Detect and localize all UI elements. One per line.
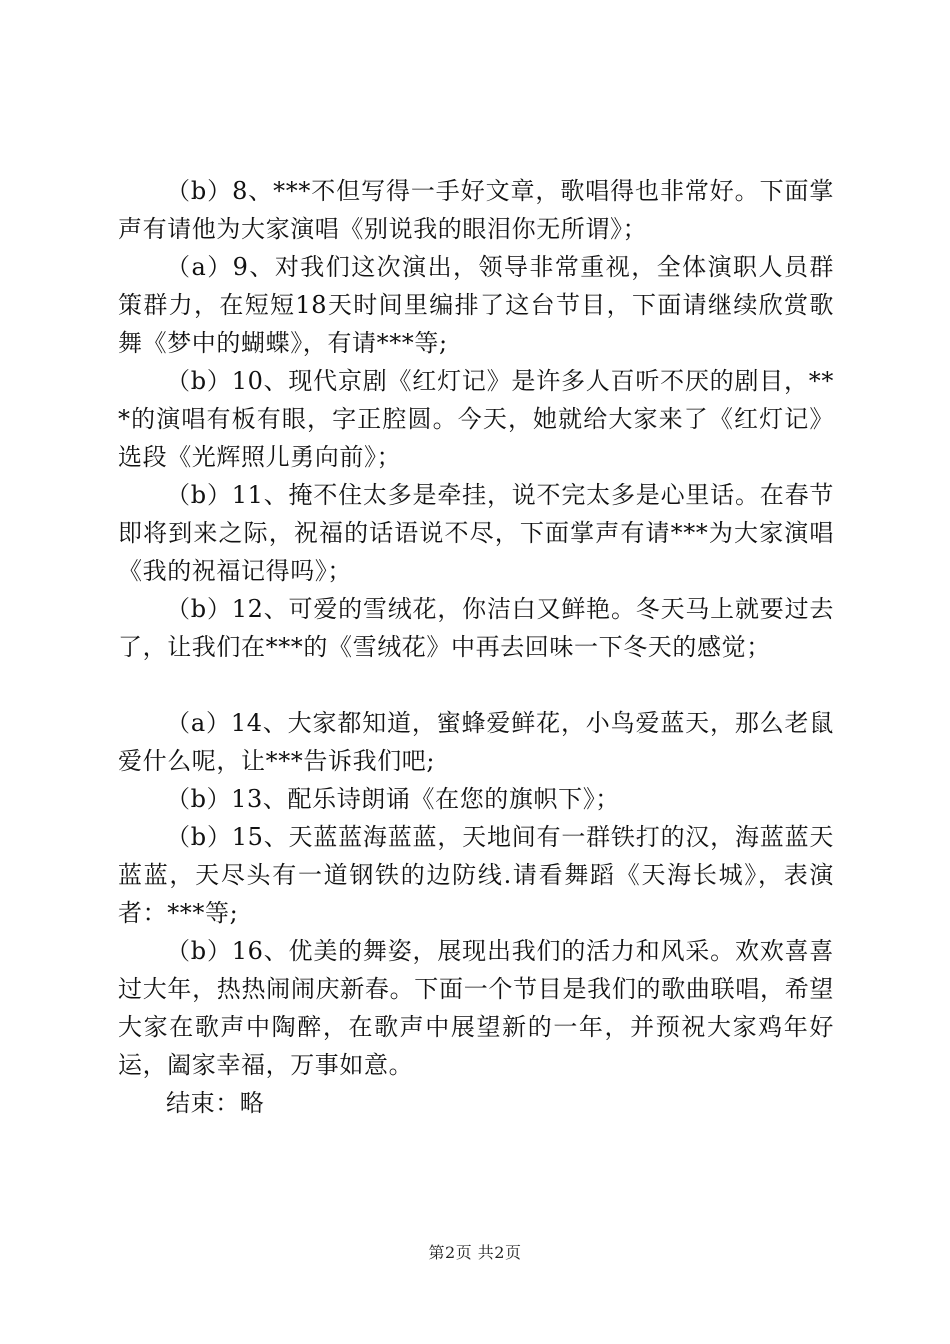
paragraph-item-15: （b）15、天蓝蓝海蓝蓝，天地间有一群铁打的汉，海蓝蓝天蓝蓝，天尽头有一道钢铁的边防线.请看舞蹈《天海长城》，表演者：***等; bbox=[118, 823, 834, 927]
paragraph-item-9: （a）9、对我们这次演出，领导非常重视，全体演职人员群策群力，在短短18天时间里编排了这台节目，下面请继续欣赏歌舞《梦中的蝴蝶》，有请***等; bbox=[118, 253, 834, 357]
paragraph-item-12: （b）12、可爱的雪绒花，你洁白又鲜艳。冬天马上就要过去了，让我们在***的《雪绒花》中再去回味一下冬天的感觉； bbox=[118, 595, 834, 661]
paragraph-item-13: （b）13、配乐诗朗诵《在您的旗帜下》； bbox=[166, 785, 620, 813]
paragraph-item-11: （b）11、掩不住太多是牵挂，说不完太多是心里话。在春节即将到来之际，祝福的话语说不尽，下面掌声有请***为大家演唱《我的祝福记得吗》； bbox=[118, 481, 834, 585]
paragraph-item-10: （b）10、现代京剧《红灯记》是许多人百听不厌的剧目，***的演唱有板有眼，字正腔圆。今天，她就给大家来了《红灯记》选段《光辉照儿勇向前》； bbox=[118, 367, 834, 471]
page-number: 第2页 共2页 bbox=[428, 1243, 522, 1262]
paragraph-gap bbox=[118, 666, 834, 704]
page-footer bbox=[0, 1241, 950, 1265]
document-body bbox=[118, 172, 834, 1122]
paragraph-item-16: （b）16、优美的舞姿，展现出我们的活力和风采。欢欢喜喜过大年，热热闹闹庆新春。下面一个节目是我们的歌曲联唱，希望大家在歌声中陶醉，在歌声中展望新的一年，并预祝大家鸡年好运，阖家幸福，万事如意。 bbox=[118, 937, 834, 1079]
paragraph-ending: 结束：略 bbox=[166, 1089, 265, 1117]
paragraph-item-8: （b）8、***不但写得一手好文章，歌唱得也非常好。下面掌声有请他为大家演唱《别说我的眼泪你无所谓》； bbox=[118, 177, 834, 243]
paragraph-item-14: （a）14、大家都知道，蜜蜂爱鲜花，小鸟爱蓝天，那么老鼠爱什么呢，让***告诉我们吧; bbox=[118, 709, 834, 775]
